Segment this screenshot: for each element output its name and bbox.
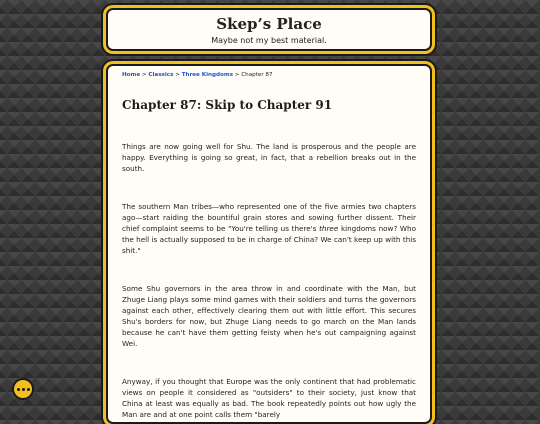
site-title[interactable]: Skep’s Place	[216, 15, 322, 33]
paragraph-text: kingdoms now? Who the hell is actually supposed to be in charge of China? We can't keep up with this shit."	[122, 224, 416, 255]
more-icon	[27, 388, 30, 391]
page-title: Chapter 87: Skip to Chapter 91	[122, 98, 333, 112]
more-icon	[17, 388, 20, 391]
paragraph-text: The southern Man tribes—who represented one of the five armies two chapters ago—start raiding the bountiful grain stores and sowing further dissent. Their chief complaint seems to be "You're telling us there's	[122, 202, 416, 233]
breadcrumb-separator: >	[140, 72, 149, 78]
more-options-button[interactable]	[12, 378, 34, 400]
breadcrumb-separator: >	[233, 72, 242, 78]
article-paragraph	[122, 201, 416, 256]
article-paragraph: Things are now going well for Shu. The land is prosperous and the people are happy. Everything is going so great, in fact, that a rebellion breaks out in the south.	[122, 142, 416, 173]
main-content	[106, 64, 432, 424]
breadcrumb-separator: >	[173, 72, 182, 78]
breadcrumb-three-kingdoms-link[interactable]: Three Kingdoms	[181, 72, 234, 78]
breadcrumb	[122, 72, 416, 78]
breadcrumb-current: Chapter 87	[241, 72, 273, 78]
article-paragraph: Some Shu governors in the area throw in and coordinate with the Man, but Zhuge Liang plays some mind games with their soldiers and turns the governors against each other, effectively clearing them out with little effort. This secures Shu's borders for now, but Zhuge Liang needs to go march on the Man lands because he can't have them getting feisty when he's out campaigning against Wei.	[122, 284, 416, 348]
breadcrumb-home-link[interactable]: Home	[122, 72, 141, 78]
more-icon	[22, 388, 25, 391]
emphasis-text: three	[319, 224, 339, 233]
site-tagline: Maybe not my best material.	[211, 36, 327, 45]
site-header	[106, 8, 432, 51]
breadcrumb-classics-link[interactable]: Classics	[148, 72, 174, 78]
article-paragraph: Anyway, if you thought that Europe was the only continent that had problematic views on people it considered as "outsiders" to their society, just know that China at least was equally as bad. The book repeatedly points out how ugly the Man are and at one point calls them "barely	[122, 377, 416, 419]
